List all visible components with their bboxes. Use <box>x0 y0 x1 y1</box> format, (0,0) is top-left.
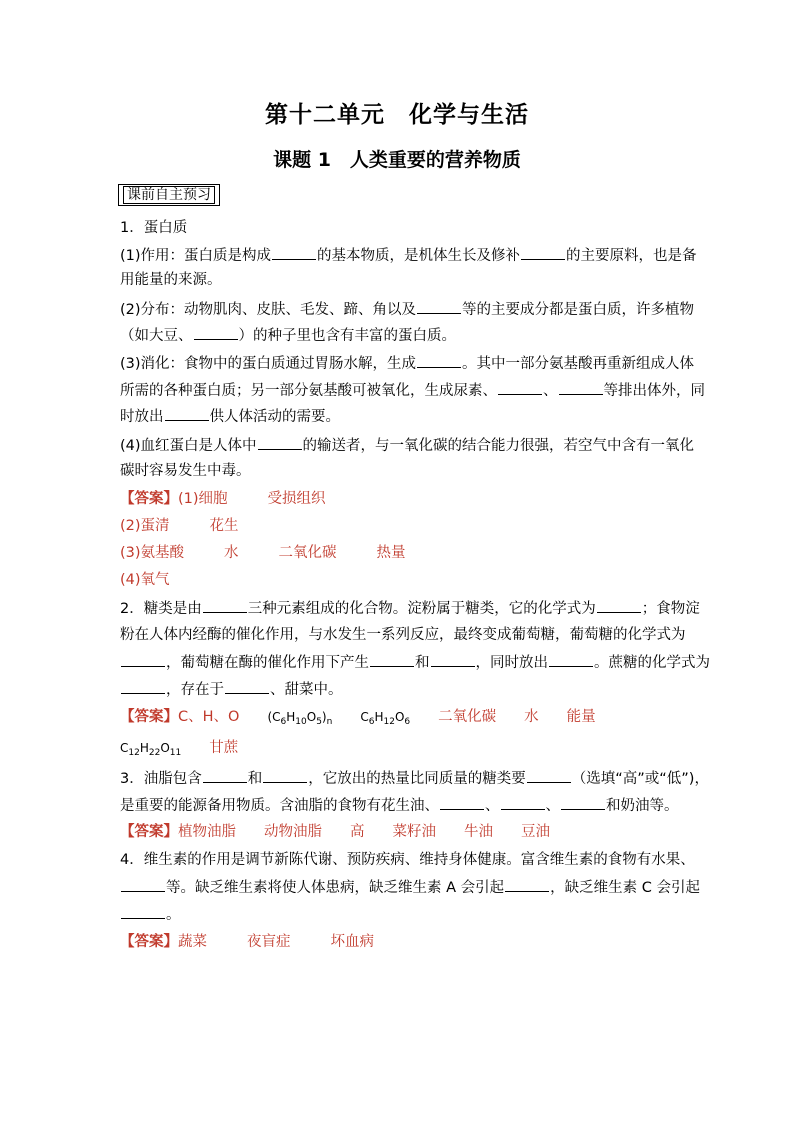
blank[interactable] <box>121 652 165 667</box>
blank[interactable] <box>203 598 247 613</box>
q1-answer-line3: (3)氨基酸 水 二氧化碳 热量 <box>120 545 406 561</box>
glucose-formula: $C_6H_{12}O_6$ <box>360 710 411 727</box>
blank[interactable] <box>121 877 165 892</box>
blank[interactable] <box>527 768 571 783</box>
blank[interactable] <box>417 353 461 368</box>
q3-line2: 是重要的能源备用物质。含油脂的食物有花生油、 、 、 和奶油等。 <box>120 795 679 816</box>
q1-p4-line2: 碳时容易发生中毒。 <box>120 463 251 479</box>
q1-p2-line1: (2)分布：动物肌肉、皮肤、毛发、蹄、角以及 等的主要成分都是蛋白质，许多植物 <box>120 299 694 320</box>
blank[interactable] <box>370 652 414 667</box>
q2-line4: ，存在于 、甜菜中。 <box>120 679 343 700</box>
blank[interactable] <box>559 380 603 395</box>
blank[interactable] <box>121 904 165 919</box>
q1-p2-line2: （如大豆、 ）的种子里也含有丰富的蛋白质。 <box>120 325 456 346</box>
blank[interactable] <box>498 380 542 395</box>
q2-answer-line2: $C_{12}H_{22}O_{11}$ 甘蔗 <box>120 740 239 758</box>
blank[interactable] <box>521 245 565 260</box>
blank[interactable] <box>263 768 307 783</box>
q1-p4-line1: (4)血红蛋白是人体中 的输送者，与一氧化碳的结合能力很强，若空气中含有一氧化 <box>120 435 694 456</box>
q2-line3: ，葡萄糖在酶的催化作用下产生 和 ，同时放出 。蔗糖的化学式为 <box>120 652 710 673</box>
blank[interactable] <box>549 652 593 667</box>
starch-formula: $(C_6H_{10}O_5)_n$ <box>267 710 333 727</box>
q2-line1: 2．糖类是由 三种元素组成的化合物。淀粉属于糖类，它的化学式为 ；食物淀 <box>120 598 700 619</box>
q3-line1: 3．油脂包含 和 ，它放出的热量比同质量的糖类要 （选填“高”或“低”)， <box>120 768 709 789</box>
blank[interactable] <box>121 679 165 694</box>
blank[interactable] <box>258 435 302 450</box>
unit-title: 第十二单元 化学与生活 <box>265 102 529 128</box>
section-label-box <box>118 184 220 206</box>
blank[interactable] <box>203 768 247 783</box>
q4-line3: 。 <box>120 904 181 925</box>
answer-tag: 【答案】 <box>120 709 178 725</box>
blank[interactable] <box>417 299 461 314</box>
section-label: 课前自主预习 <box>123 186 215 204</box>
lesson-title: 课题 1 人类重要的营养物质 <box>273 149 521 171</box>
q2-answer-line1: 【答案】C、H、O $(C_6H_{10}O_5)_n$ $C_6H_{12}O_6$ 二氧化碳 水 能量 <box>120 709 596 727</box>
answer-tag: 【答案】 <box>120 491 178 507</box>
q1-answer-line2: (2)蛋清 花生 <box>120 518 239 534</box>
blank[interactable] <box>561 795 605 810</box>
q1-heading: 1．蛋白质 <box>120 220 188 236</box>
q3-answer: 【答案】植物油脂 动物油脂 高 菜籽油 牛油 豆油 <box>120 824 550 840</box>
blank[interactable] <box>431 652 475 667</box>
blank[interactable] <box>501 795 545 810</box>
blank[interactable] <box>225 679 269 694</box>
answer-tag: 【答案】 <box>120 934 178 950</box>
blank[interactable] <box>505 877 549 892</box>
q1-p3-line2: 所需的各种蛋白质；另一部分氨基酸可被氧化，生成尿素、 、 等排出体外，同 <box>120 380 705 401</box>
answer-tag: 【答案】 <box>120 824 178 840</box>
blank[interactable] <box>272 245 316 260</box>
blank[interactable] <box>165 406 209 421</box>
q4-line2: 等。缺乏维生素将使人体患病，缺乏维生素 A 会引起 ，缺乏维生素 C 会引起 <box>120 877 700 898</box>
blank[interactable] <box>194 325 238 340</box>
sucrose-formula: $C_{12}H_{22}O_{11}$ <box>120 741 182 758</box>
q1-p1-line2: 用能量的来源。 <box>120 272 222 288</box>
blank[interactable] <box>597 598 641 613</box>
q1-answer-line4: (4)氧气 <box>120 572 170 588</box>
q1-p3-line1: (3)消化：食物中的蛋白质通过胃肠水解，生成 。其中一部分氨基酸再重新组成人体 <box>120 353 694 374</box>
q4-line1: 4．维生素的作用是调节新陈代谢、预防疾病、维持身体健康。富含维生素的食物有水果、 <box>120 852 695 868</box>
q4-answer: 【答案】蔬菜 夜盲症 坏血病 <box>120 934 374 950</box>
q2-line2: 粉在人体内经酶的催化作用，与水发生一系列反应，最终变成葡萄糖，葡萄糖的化学式为 <box>120 627 686 643</box>
q1-p1-line1: (1)作用：蛋白质是构成 的基本物质，是机体生长及修补 的主要原料，也是备 <box>120 245 697 266</box>
q1-answer-line1: 【答案】(1)细胞 受损组织 <box>120 491 326 507</box>
blank[interactable] <box>440 795 484 810</box>
q1-p3-line3: 时放出 供人体活动的需要。 <box>120 406 340 427</box>
